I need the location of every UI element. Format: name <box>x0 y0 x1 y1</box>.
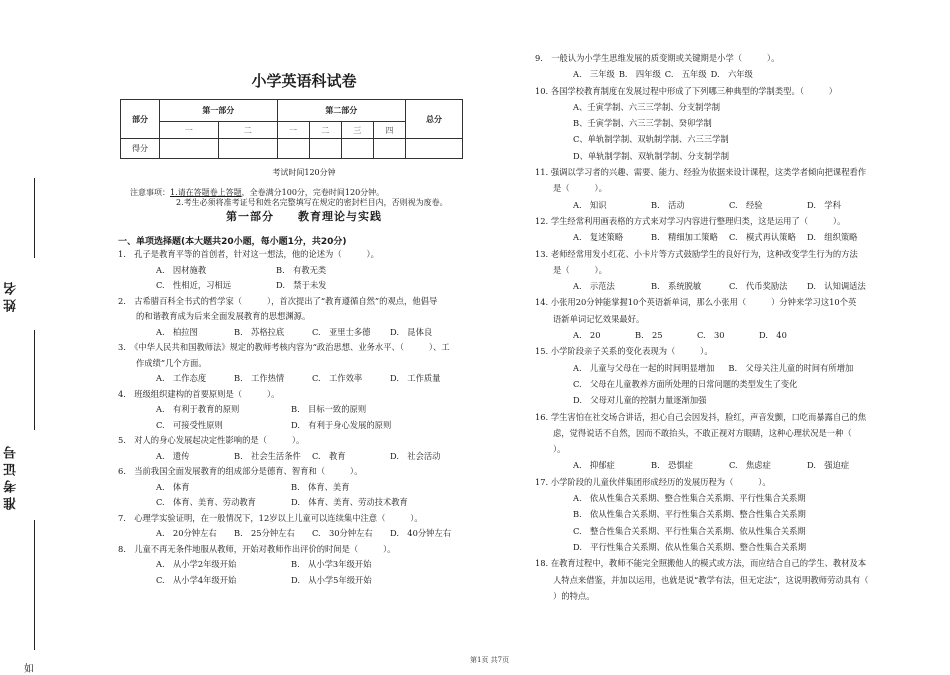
answer-option[interactable]: C. 焦虑症 <box>729 460 771 471</box>
answer-option[interactable]: D. 认知调适法 <box>807 281 866 292</box>
answer-option[interactable]: D. 禁于未发 <box>276 280 327 290</box>
option-row <box>118 526 490 542</box>
answer-option[interactable]: B. 体育、美育 <box>291 481 350 492</box>
score-cell[interactable] <box>373 139 405 159</box>
question-stem-continued: 作成绩”几个方面。 <box>136 357 207 368</box>
question <box>118 542 490 589</box>
answer-option[interactable]: A、壬寅学制、六三三学制、分支制学制 <box>573 101 721 112</box>
question <box>118 464 490 511</box>
score-cell[interactable] <box>218 139 277 159</box>
score-table-sub: 二 <box>218 122 277 139</box>
name-label: 姓名 <box>4 278 19 312</box>
option-row <box>535 327 910 343</box>
option-row <box>535 115 910 131</box>
answer-option[interactable]: B. 25 <box>635 330 663 341</box>
answer-option[interactable]: C. 父母在儿童教养方面所处理的日常问题的类型发生了变化 <box>573 378 798 389</box>
question <box>535 164 910 213</box>
score-table <box>120 99 463 159</box>
score-cell[interactable] <box>160 139 219 159</box>
question <box>118 387 490 434</box>
question-stem: 17. 小学阶段的儿童伙伴集团形成经历的发展历程为（ ）。 <box>535 476 771 487</box>
answer-option[interactable]: B. 恐惧症 <box>651 460 693 471</box>
question-stem: 18. 在教育过程中，教师不能完全照搬他人的模式或方法，而应结合自己的学生、教材及本 <box>535 558 867 569</box>
option-row <box>535 392 910 408</box>
question-stem: 15. 小学阶段亲子关系的变化表现为（ ）。 <box>535 346 713 357</box>
answer-option[interactable]: C. 教育 <box>312 450 346 461</box>
answer-option[interactable]: A. 20分钟左右 <box>156 528 217 538</box>
answer-option[interactable]: C. 可接受性原则 <box>156 419 223 430</box>
question-stem: 12. 学生经常利用画表格的方式来对学习内容进行整理归类，这是运用了（ ）。 <box>535 215 846 226</box>
question-stem: 1. 孔子是教育平等的首创者，针对这一想法，他的论述为（ ）。 <box>118 249 379 259</box>
question-stem-continued: 人特点来借鉴，并加以运用，也就是说“教学有法，但无定法”，这说明教师劳动具有（ <box>553 574 869 585</box>
section-title: 一、单项选择题(本大题共20小题，每小题1分，共20分) <box>118 237 347 247</box>
question-stem: 3. 《中华人民共和国教师法》规定的教师考核内容为“政治思想、业务水平、（ ）、工 <box>118 342 450 352</box>
left-column <box>118 70 490 588</box>
score-table-part2: 第二部分 <box>277 100 405 122</box>
answer-option[interactable]: A. 体育 <box>156 481 190 492</box>
answer-option[interactable]: A. 儿童与父母在一起的时间明显增加 <box>573 362 715 373</box>
answer-option[interactable]: B. 25分钟左右 <box>234 528 295 538</box>
answer-option[interactable]: C. 经验 <box>729 199 763 210</box>
question-stem: 8. 儿童不再无条件地服从教师，开始对教师作出评价的时间是（ ）。 <box>118 543 396 554</box>
answer-option[interactable]: B. 目标一致的原则 <box>291 404 367 414</box>
question-stem: 16. 学生害怕在社交场合讲话，担心自己会因发抖，脸红，声音发颤，口吃而暴露自己的焦 <box>535 411 867 422</box>
exam-title: 小学英语科试卷 <box>251 72 357 90</box>
answer-option[interactable]: B. 四年级 <box>618 69 661 80</box>
answer-option[interactable]: C. 整合性集合关系期、平行性集合关系期、依从性集合关系期 <box>573 525 806 536</box>
question <box>535 343 910 408</box>
option-row <box>535 99 910 115</box>
question <box>535 294 910 343</box>
answer-option[interactable]: B. 社会生活条件 <box>234 450 301 461</box>
option-row <box>118 325 490 341</box>
part-title: 第一部分 教育理论与实践 <box>226 210 382 223</box>
option-row <box>118 449 490 465</box>
score-table-score-label: 得分 <box>121 139 160 159</box>
answer-option[interactable]: D. 平行性集合关系期、依从性集合关系期、整合性集合关系期 <box>573 541 807 552</box>
notice-label: 注意事项： <box>130 188 170 197</box>
option-row <box>535 457 910 473</box>
question-stem-continued: 语新单词记忆效果最好。 <box>553 313 645 324</box>
answer-option[interactable]: A. 20 <box>573 330 601 341</box>
option-row <box>118 371 490 387</box>
answer-option[interactable]: D. 从小学5年级开始 <box>291 574 372 585</box>
question-stem: 11. 强调以学习者的兴趣、需要、能力、经验为依据来设计课程，这类学者倾向把课程看作 <box>535 167 867 178</box>
answer-option[interactable]: A. 复述策略 <box>573 232 624 243</box>
name-field-line <box>34 178 35 258</box>
page-footer: 第1页 共7页 <box>470 656 510 664</box>
answer-option[interactable]: D. 六年级 <box>710 69 753 80</box>
answer-option[interactable]: D. 工作质量 <box>390 373 441 383</box>
notice-1-rest: ，全卷满分100分，完卷时间120分钟。 <box>241 188 385 197</box>
question-list-right <box>535 50 910 604</box>
answer-option[interactable]: A. 遗传 <box>156 450 190 461</box>
option-row <box>535 66 910 82</box>
question <box>118 340 490 387</box>
option-row <box>118 263 490 279</box>
option-row <box>535 229 910 245</box>
question <box>535 50 910 83</box>
corner-mark: 如 <box>24 664 34 675</box>
question <box>535 409 910 474</box>
answer-option[interactable]: A. 柏拉图 <box>156 326 198 337</box>
answer-option[interactable]: C. 代币奖励法 <box>729 281 788 292</box>
answer-option[interactable]: D. 体育、美育、劳动技术教育 <box>291 497 408 507</box>
score-cell[interactable] <box>406 139 463 159</box>
option-row <box>118 480 490 496</box>
question-stem: 10. 各国学校教育制度在发展过程中形成了下列哪三种典型的学制类型。（ ） <box>535 85 838 96</box>
score-table-sub: 一 <box>160 122 219 139</box>
ticket-label: 准考证号 <box>4 442 19 510</box>
option-row <box>118 278 490 294</box>
question <box>535 213 910 246</box>
option-row <box>535 523 910 539</box>
score-cell[interactable] <box>309 139 341 159</box>
answer-option[interactable]: C. 体育、美育、劳动教育 <box>156 497 256 507</box>
option-row <box>535 131 910 147</box>
answer-option[interactable]: A. 从小学2年级开始 <box>156 559 237 569</box>
answer-option[interactable]: D、单轨制学制、双轨制学制、分支制学制 <box>573 150 729 161</box>
notice-1-underlined: 1.请在答题卷上答题 <box>170 188 242 197</box>
answer-option[interactable]: A. 抑郁症 <box>573 460 615 471</box>
question-stem-continued: ）的特点。 <box>553 590 595 601</box>
notice-2: 2.考生必须将准考证号和姓名完整填写在规定的密封栏目内，否则视为废卷。 <box>176 198 448 207</box>
answer-option[interactable]: C. 模式再认策略 <box>729 232 796 243</box>
score-table-part-label: 部分 <box>121 100 160 139</box>
question <box>118 433 490 464</box>
question-stem-continued: 是（ ）。 <box>553 183 607 194</box>
option-row <box>535 506 910 522</box>
option-row <box>118 573 490 589</box>
option-row <box>118 418 490 434</box>
notice <box>118 188 490 208</box>
answer-option[interactable]: C. 亚里士多德 <box>312 326 371 337</box>
score-table-total: 总分 <box>406 100 463 139</box>
answer-option[interactable]: B. 活动 <box>651 199 685 210</box>
question <box>118 511 490 542</box>
question-stem: 6. 当前我国全面发展教育的组成部分是德育、智育和（ ）。 <box>118 466 363 476</box>
option-row <box>535 360 910 376</box>
score-cell[interactable] <box>277 139 309 159</box>
answer-option[interactable]: C. 30分钟左右 <box>312 528 373 538</box>
answer-option[interactable]: A. 三年级 <box>573 69 615 80</box>
score-table-sub: 二 <box>309 122 341 139</box>
answer-option[interactable]: C. 30 <box>697 330 725 341</box>
answer-option[interactable]: B. 精细加工策略 <box>651 232 718 243</box>
answer-option[interactable]: B. 系统脱敏 <box>651 281 702 292</box>
answer-option[interactable]: B. 从小学3年级开始 <box>291 559 372 569</box>
answer-option[interactable]: D. 强迫症 <box>807 460 850 471</box>
question-stem: 14. 小张用20分钟能掌握10个英语新单词，那么小张用（ ）分钟来学习这10个英 <box>535 297 857 308</box>
question-stem-continued: 的和谐教育成为后来全面发展教育的思想渊源。 <box>136 311 311 321</box>
option-row <box>535 197 910 213</box>
answer-option[interactable]: D. 父母对儿童的控制力量逐渐加强 <box>573 395 707 406</box>
right-column <box>535 50 910 604</box>
answer-option[interactable]: B. 苏格拉底 <box>234 326 285 337</box>
question-stem: 2. 古希腊百科全书式的哲学家（ ），首次提出了“教育遵循自然”的观点，他倡导 <box>118 295 438 306</box>
answer-option[interactable]: D. 组织策略 <box>807 232 858 243</box>
score-table-sub: 三 <box>341 122 373 139</box>
answer-option[interactable]: D. 昆体良 <box>390 326 433 337</box>
option-row <box>535 490 910 506</box>
answer-option[interactable]: A. 有利于教育的原则 <box>156 404 240 414</box>
answer-option[interactable]: D. 40 <box>759 330 787 341</box>
score-cell[interactable] <box>341 139 373 159</box>
score-table-sub: 四 <box>373 122 405 139</box>
seal-line <box>34 520 35 650</box>
answer-option[interactable]: B. 有教无类 <box>276 264 327 275</box>
answer-option[interactable]: A. 依从性集合关系期、整合性集合关系期、平行性集合关系期 <box>573 493 806 504</box>
option-row <box>118 557 490 573</box>
option-row <box>118 402 490 418</box>
question-stem: 7. 心理学实验证明，在一般情况下，12岁以上儿童可以连续集中注意（ ）。 <box>118 512 423 523</box>
ticket-field-line <box>34 330 35 430</box>
exam-time: 考试时间120分钟 <box>272 168 336 177</box>
option-row <box>535 376 910 392</box>
answer-option[interactable]: C. 工作效率 <box>312 373 363 383</box>
question <box>118 247 490 294</box>
question-stem-continued: 是（ ）。 <box>553 264 607 275</box>
answer-option[interactable]: A. 示范法 <box>573 281 615 292</box>
option-row <box>535 539 910 555</box>
question-list-left <box>118 247 490 588</box>
score-table-part1: 第一部分 <box>160 100 278 122</box>
answer-option[interactable]: C. 五年级 <box>664 69 707 80</box>
answer-option[interactable]: B. 父母关注儿童的时间有所增加 <box>728 362 854 373</box>
option-row <box>535 278 910 294</box>
answer-option[interactable]: A. 工作态度 <box>156 373 207 383</box>
answer-option[interactable]: A. 知识 <box>573 199 607 210</box>
answer-option[interactable]: B. 依从性集合关系期、平行性集合关系期、整合性集合关系期 <box>573 509 806 520</box>
question-stem: 9. 一般认为小学生思维发展的质变期或关键期是小学（ ）。 <box>535 53 780 63</box>
question <box>535 474 910 555</box>
answer-option[interactable]: A. 因材施教 <box>156 264 207 275</box>
question <box>535 83 910 164</box>
answer-option[interactable]: B、壬寅学制、六三三学制、癸卯学制 <box>573 118 712 129</box>
question-stem: 13. 老师经常用发小红花、小卡片等方式鼓励学生的良好行为，这种改变学生行为的方法 <box>535 248 858 259</box>
question <box>535 555 910 604</box>
option-row <box>118 495 490 511</box>
answer-option[interactable]: C. 性相近，习相远 <box>156 280 232 290</box>
question <box>535 246 910 295</box>
answer-option[interactable]: D. 学科 <box>807 199 841 210</box>
answer-option[interactable]: D. 40分钟左右 <box>390 528 452 538</box>
question-stem-continued: 虑，觉得说话不自然，因而不敢抬头，不敢正视对方眼睛，这种心理状况是一种（ <box>553 427 860 438</box>
answer-option[interactable]: C、单轨制学制、双轨制学制、六三三学制 <box>573 134 729 145</box>
question <box>118 294 490 341</box>
answer-option[interactable]: C. 从小学4年级开始 <box>156 574 237 585</box>
answer-option[interactable]: B. 工作热情 <box>234 373 285 383</box>
score-table-sub: 一 <box>277 122 309 139</box>
answer-option[interactable]: D. 有利于身心发展的原则 <box>291 419 392 430</box>
question-stem: 5. 对人的身心发展起决定性影响的是（ ）。 <box>118 435 305 445</box>
question-stem: 4. 班级组织建构的首要原则是（ ）。 <box>118 388 280 399</box>
option-row <box>535 148 910 164</box>
question-stem-continued: ）。 <box>553 444 566 455</box>
answer-option[interactable]: D. 社会活动 <box>390 450 441 461</box>
